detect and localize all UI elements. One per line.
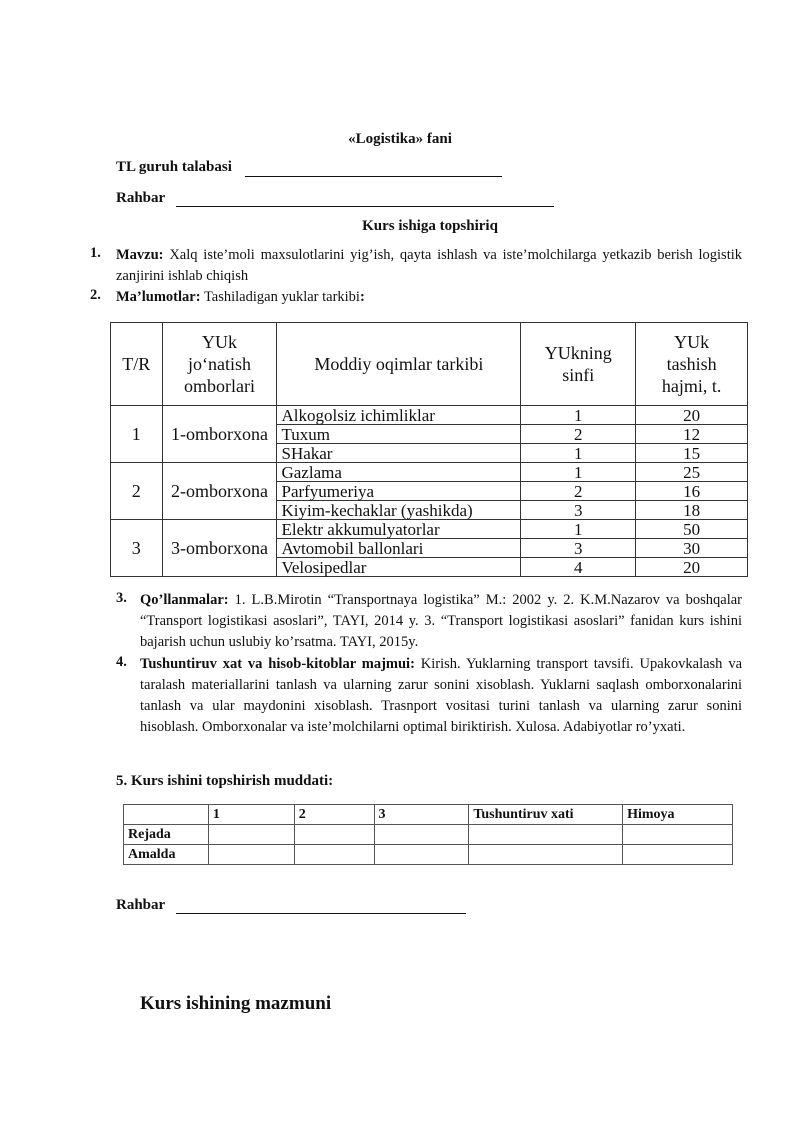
cargo-class: 1 xyxy=(521,444,636,463)
cargo-item: Velosipedlar xyxy=(277,558,521,577)
item-1-text: Xalq iste’moli maxsulotlarini yig’ish, qayta ishlash va iste’molchilarga yetkazib berish logistik zanjirini ishlab chiqish xyxy=(116,247,743,284)
supervisor-label: Rahbar xyxy=(116,190,166,206)
cargo-volume: 50 xyxy=(636,520,748,539)
col-header-cargo-class: YUkning sinfi xyxy=(521,323,636,406)
cargo-item: Kiyim-kechaklar (yashikda) xyxy=(277,501,521,520)
deadline-cell xyxy=(208,845,294,865)
footer-supervisor-line xyxy=(176,913,466,914)
deadline-cell xyxy=(208,825,294,845)
deadline-cell xyxy=(469,825,623,845)
col-header-warehouse: YUk jo‘natish omborlari xyxy=(162,323,277,406)
item-1-label: Mavzu: xyxy=(116,247,164,263)
item-4-label: Tushuntiruv xat va hisob-kitoblar majmui: xyxy=(140,656,415,672)
cargo-volume: 20 xyxy=(636,558,748,577)
deadline-row-label: Rejada xyxy=(124,825,209,845)
cargo-volume: 12 xyxy=(636,425,748,444)
cargo-class: 4 xyxy=(521,558,636,577)
deadline-title: 5. Kurs ishini topshirish muddati: xyxy=(116,773,334,789)
deadline-row-label: Amalda xyxy=(124,845,209,865)
deadline-row-planned xyxy=(124,825,733,845)
item-2-number: 2. xyxy=(90,287,101,303)
cargo-volume: 16 xyxy=(636,482,748,501)
col-header-material-flow: Moddiy oqimlar tarkibi xyxy=(277,323,521,406)
deadline-cell xyxy=(374,845,469,865)
cargo-composition-table xyxy=(110,322,748,577)
cargo-item: Alkogolsiz ichimliklar xyxy=(277,406,521,425)
deadline-col-defense: Himoya xyxy=(623,805,733,825)
group-1-tr: 1 xyxy=(111,406,163,463)
cargo-volume: 20 xyxy=(636,406,748,425)
cargo-class: 1 xyxy=(521,406,636,425)
item-2-text: Tashiladigan yuklar tarkibi xyxy=(203,289,360,305)
deadline-col-1: 1 xyxy=(208,805,294,825)
cargo-item: Gazlama xyxy=(277,463,521,482)
assignment-title: Kurs ishiga topshiriq xyxy=(362,218,498,234)
cargo-volume: 15 xyxy=(636,444,748,463)
student-label: TL guruh talabasi xyxy=(116,159,232,175)
section-heading: Kurs ishining mazmuni xyxy=(140,993,332,1014)
col-header-tr: T/R xyxy=(111,323,163,406)
cargo-item: Elektr akkumulyatorlar xyxy=(277,520,521,539)
cargo-item: Avtomobil ballonlari xyxy=(277,539,521,558)
table-row xyxy=(111,520,748,539)
group-3-tr: 3 xyxy=(111,520,163,577)
deadline-header-row xyxy=(124,805,733,825)
group-2-tr: 2 xyxy=(111,463,163,520)
group-2-warehouse: 2-omborxona xyxy=(162,463,277,520)
deadline-cell xyxy=(374,825,469,845)
cargo-class: 1 xyxy=(521,520,636,539)
subject-title: «Logistika» fani xyxy=(348,131,452,147)
cargo-class: 2 xyxy=(521,425,636,444)
item-1-number: 1. xyxy=(90,245,101,261)
deadline-header-empty xyxy=(124,805,209,825)
group-1-warehouse: 1-omborxona xyxy=(162,406,277,463)
cargo-volume: 25 xyxy=(636,463,748,482)
item-3-text: 1. L.B.Mirotin “Transportnaya logistika” M.: 2002 y. 2. K.M.Nazarov va boshqalar “Transport logistikasi asoslari”, TAYI, 2014 y. 3. “Transport logistikasi asoslari” fanidan kurs ishini bajarish uchun uslubiy ko’rsatma. TAYI, 2015y. xyxy=(140,592,742,650)
cargo-class: 3 xyxy=(521,539,636,558)
cargo-volume: 30 xyxy=(636,539,748,558)
item-2-data xyxy=(116,287,742,308)
item-3-manuals xyxy=(140,590,742,653)
cargo-item: Parfyumeriya xyxy=(277,482,521,501)
deadline-col-explanatory-note: Tushuntiruv xati xyxy=(469,805,623,825)
cargo-class: 2 xyxy=(521,482,636,501)
deadline-cell xyxy=(469,845,623,865)
deadline-cell xyxy=(623,825,733,845)
cargo-volume: 18 xyxy=(636,501,748,520)
cargo-class: 3 xyxy=(521,501,636,520)
item-2-label: Ma’lumotlar: xyxy=(116,289,201,305)
item-3-number: 3. xyxy=(116,590,127,606)
table-row xyxy=(111,406,748,425)
item-4-number: 4. xyxy=(116,654,127,670)
deadline-col-3: 3 xyxy=(374,805,469,825)
deadline-cell xyxy=(294,825,374,845)
table-header-row xyxy=(111,323,748,406)
deadline-cell xyxy=(294,845,374,865)
cargo-item: Tuxum xyxy=(277,425,521,444)
deadline-cell xyxy=(623,845,733,865)
deadline-col-2: 2 xyxy=(294,805,374,825)
cargo-item: SHakar xyxy=(277,444,521,463)
footer-supervisor-label: Rahbar xyxy=(116,897,166,913)
col-header-volume: YUk tashish hajmi, t. xyxy=(636,323,748,406)
cargo-class: 1 xyxy=(521,463,636,482)
item-3-label: Qo’llanmalar: xyxy=(140,592,229,608)
deadline-table xyxy=(123,804,733,865)
group-3-warehouse: 3-omborxona xyxy=(162,520,277,577)
item-1-topic xyxy=(116,245,742,287)
item-2-suffix: : xyxy=(359,289,365,305)
student-name-line xyxy=(245,176,502,177)
table-row xyxy=(111,463,748,482)
supervisor-name-line xyxy=(176,206,554,207)
item-4-text: Kirish. Yuklarning transport tavsifi. Upakovkalash va taralash materiallarini tanlash va ularning zarur sonini xisoblash. Yuklarni saqlash omborxonalarini tanlash va ular maydonini xisoblash. Trasnport vositasi turini tanlash va ularning zarur sonini hisoblash. Omborxonalar va iste’molchilarni optimal biriktirish. Xulosa. Adabiyotlar ro’yxati. xyxy=(140,656,742,735)
item-4-explanatory-note xyxy=(140,654,742,738)
deadline-row-actual xyxy=(124,845,733,865)
